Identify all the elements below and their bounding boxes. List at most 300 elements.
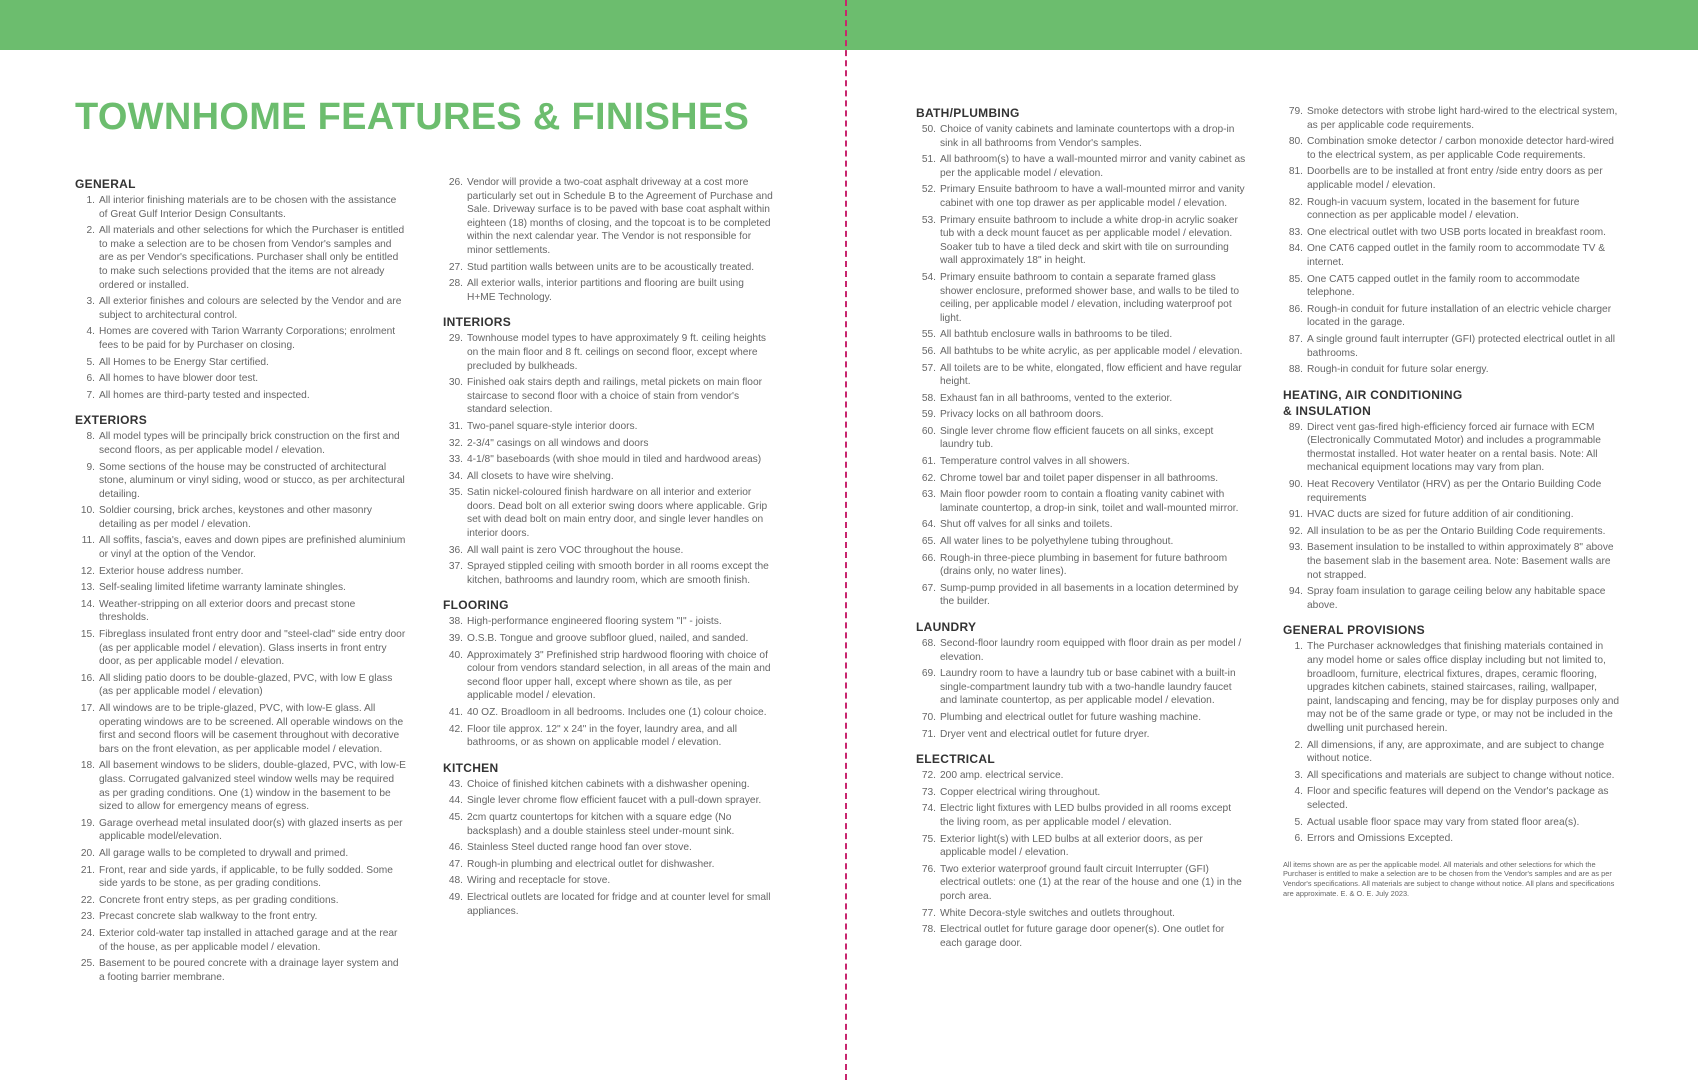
feature-number: 27.: [448, 261, 463, 273]
feature-item: [916, 863, 1248, 904]
feature-number: 43.: [448, 778, 463, 790]
feature-list: [75, 194, 407, 402]
feature-number: 6.: [86, 373, 95, 385]
feature-text: Spray foam insulation to garage ceiling below any habitable space above.: [1307, 586, 1606, 611]
feature-number: 64.: [921, 519, 936, 531]
feature-number: 9.: [86, 461, 95, 473]
feature-item: [916, 833, 1248, 860]
feature-text: Soldier coursing, brick arches, keystones and other masonry detailing as per model / elevation.: [99, 505, 372, 530]
feature-item: [916, 153, 1248, 180]
feature-number: 21.: [80, 864, 95, 876]
feature-item: [1283, 165, 1621, 192]
feature-number: 48.: [448, 875, 463, 887]
feature-number: 54.: [921, 271, 936, 283]
feature-number: 26.: [448, 177, 463, 188]
feature-list: [443, 778, 775, 918]
feature-item: [916, 711, 1248, 725]
feature-text: All bathtub enclosure walls in bathrooms to be tiled.: [940, 329, 1173, 341]
feature-number: 31.: [448, 420, 463, 432]
feature-number: 38.: [448, 616, 463, 628]
section-heading: INTERIORS: [443, 315, 512, 330]
feature-item: [916, 328, 1248, 342]
feature-number: 71.: [921, 728, 936, 740]
feature-item: [443, 544, 775, 558]
feature-text: Floor and specific features will depend on the Vendor's package as selected.: [1307, 786, 1609, 811]
feature-item: [1283, 333, 1621, 360]
feature-item: [75, 504, 407, 531]
feature-list: [916, 123, 1248, 609]
feature-text: All exterior finishes and colours are selected by the Vendor and are subject to architectural control.: [99, 296, 402, 321]
feature-list: [75, 430, 407, 984]
feature-item: [443, 615, 775, 629]
feature-text: Precast concrete slab walkway to the front entry.: [99, 911, 318, 923]
feature-number: 12.: [80, 565, 95, 577]
feature-number: 4.: [86, 326, 95, 338]
feature-text: Exterior house address number.: [99, 565, 244, 577]
feature-item: [1283, 105, 1621, 132]
feature-item: [916, 923, 1248, 950]
feature-text: All specifications and materials are subject to change without notice.: [1307, 769, 1615, 781]
feature-item: [443, 470, 775, 484]
feature-text: Two-panel square-style interior doors.: [467, 420, 638, 432]
feature-number: 92.: [1288, 525, 1303, 537]
feature-number: 37.: [448, 561, 463, 573]
feature-number: 74.: [921, 803, 936, 815]
feature-number: 61.: [921, 456, 936, 468]
feature-item: [443, 277, 775, 304]
feature-item: [75, 461, 407, 502]
feature-text: O.S.B. Tongue and groove subfloor glued, nailed, and sanded.: [467, 633, 749, 645]
feature-item: [443, 891, 775, 918]
feature-item: [916, 488, 1248, 515]
feature-number: 57.: [921, 362, 936, 374]
feature-number: 47.: [448, 858, 463, 870]
feature-item: [1283, 525, 1621, 539]
column-4: [1283, 105, 1621, 898]
feature-item: [443, 376, 775, 417]
section-continued: [1283, 105, 1621, 377]
section-heading: HEATING, AIR CONDITIONING & INSULATION: [1283, 387, 1463, 418]
feature-item: [75, 628, 407, 669]
section-heading: GENERAL: [75, 177, 136, 191]
feature-number: 93.: [1288, 542, 1303, 554]
feature-list: [443, 615, 775, 749]
feature-number: 52.: [921, 184, 936, 196]
feature-text: Stainless Steel ducted range hood fan over stove.: [467, 842, 692, 854]
feature-number: 17.: [80, 703, 95, 714]
section-general: [75, 176, 407, 402]
feature-text: Copper electrical wiring throughout.: [940, 786, 1101, 798]
section-bath-plumbing: [916, 105, 1248, 609]
feature-item: [916, 667, 1248, 708]
feature-item: [1283, 585, 1621, 612]
feature-item: [75, 894, 407, 908]
feature-item: [75, 224, 407, 292]
feature-text: Finished oak stairs depth and railings, metal pickets on main floor staircase to second floor with a choice of stain from vendor's standard selection.: [467, 377, 763, 416]
feature-text: Two exterior waterproof ground fault circuit Interrupter (GFI) electrical outlets: one (1) at the rear of the house and one (1) in the porch area.: [940, 863, 1242, 902]
feature-number: 46.: [448, 842, 463, 854]
feature-text: All homes to have blower door test.: [99, 373, 259, 385]
feature-number: 2.: [86, 225, 95, 237]
feature-number: 3.: [86, 296, 95, 308]
feature-number: 1.: [86, 195, 95, 206]
feature-number: 63.: [921, 489, 936, 501]
feature-number: 50.: [921, 124, 936, 135]
feature-number: 83.: [1288, 226, 1303, 238]
feature-text: Electrical outlet for future garage door opener(s). One outlet for each garage door.: [940, 924, 1225, 949]
section-kitchen: [443, 760, 775, 918]
column-4-sections: [1283, 105, 1621, 846]
feature-number: 59.: [921, 409, 936, 421]
feature-number: 94.: [1288, 586, 1303, 598]
feature-number: 5.: [1294, 816, 1303, 828]
feature-text: Homes are covered with Tarion Warranty Corporations; enrolment fees to be paid for by Purchaser on closing.: [99, 326, 396, 351]
feature-number: 28.: [448, 278, 463, 290]
feature-number: 49.: [448, 891, 463, 903]
feature-number: 51.: [921, 154, 936, 166]
feature-number: 20.: [80, 847, 95, 859]
section-heading: GENERAL PROVISIONS: [1283, 623, 1425, 638]
feature-number: 68.: [921, 638, 936, 649]
feature-text: All bathtubs to be white acrylic, as per applicable model / elevation.: [940, 345, 1243, 357]
feature-item: [1283, 196, 1621, 223]
feature-text: White Decora-style switches and outlets throughout.: [940, 907, 1175, 919]
feature-item: [916, 582, 1248, 609]
feature-item: [916, 455, 1248, 469]
feature-text: High-performance engineered flooring system "I" - joists.: [467, 616, 722, 628]
feature-number: 29.: [448, 333, 463, 345]
feature-item: [1283, 785, 1621, 812]
feature-text: Doorbells are to be installed at front entry /side entry doors as per applicable model / elevation.: [1307, 166, 1603, 191]
feature-number: 14.: [80, 598, 95, 610]
feature-number: 76.: [921, 863, 936, 875]
feature-number: 3.: [1294, 769, 1303, 781]
feature-text: Rough-in plumbing and electrical outlet for dishwasher.: [467, 858, 715, 870]
feature-item: [916, 214, 1248, 268]
feature-text: Front, rear and side yards, if applicable, to be fully sodded. Some side yards to be stone, as per grading conditions.: [99, 864, 393, 890]
feature-text: Exterior cold-water tap installed in attached garage and at the rear of the house, as per applicable model / elevation.: [99, 927, 398, 953]
feature-text: One CAT5 capped outlet in the family room to accommodate telephone.: [1307, 273, 1580, 299]
feature-item: [916, 769, 1248, 783]
feature-list: [1283, 105, 1621, 377]
feature-number: 6.: [1294, 833, 1303, 845]
section-continued: [443, 176, 775, 304]
feature-text: 40 OZ. Broadloom in all bedrooms. Includes one (1) colour choice.: [467, 707, 767, 718]
feature-text: Main floor powder room to contain a floating vanity cabinet with laminate countertop, a drop-in sink, toilet and wall-mounted mirror.: [940, 489, 1239, 514]
feature-text: All soffits, fascia's, eaves and down pipes are prefinished aluminium or vinyl at the option of the Vendor.: [99, 535, 406, 561]
feature-number: 82.: [1288, 196, 1303, 208]
feature-number: 10.: [80, 505, 95, 517]
feature-number: 19.: [80, 817, 95, 829]
feature-number: 73.: [921, 786, 936, 798]
feature-item: [916, 802, 1248, 829]
feature-number: 15.: [80, 629, 95, 641]
feature-number: 67.: [921, 582, 936, 594]
feature-item: [1283, 242, 1621, 269]
feature-text: Laundry room to have a laundry tub or base cabinet with a built-in single-compartment laundry tub with a two-handle laundry faucet and laminate countertop, as per applicable model / elevation.: [940, 668, 1236, 707]
feature-text: Rough-in conduit for future solar energy.: [1307, 364, 1489, 376]
feature-number: 40.: [448, 649, 463, 661]
feature-text: Plumbing and electrical outlet for future washing machine.: [940, 711, 1202, 723]
feature-text: All insulation to be as per the Ontario Building Code requirements.: [1307, 525, 1606, 537]
feature-text: All basement windows to be sliders, double-glazed, PVC, with low-E glass. Corrugated galvanized steel window wells may be required as per grading conditions. One (1) window in the basement to be sized to allow for emergency means of egress.: [99, 760, 406, 813]
feature-item: [1283, 226, 1621, 240]
feature-text: All water lines to be polyethylene tubing throughout.: [940, 536, 1174, 548]
feature-number: 78.: [921, 924, 936, 936]
feature-item: [75, 389, 407, 403]
feature-item: [1283, 421, 1621, 475]
feature-text: All toilets are to be white, elongated, flow efficient and have regular height.: [940, 362, 1242, 388]
section-heading: LAUNDRY: [916, 620, 977, 634]
feature-item: [75, 372, 407, 386]
feature-text: All Homes to be Energy Star certified.: [99, 356, 269, 368]
feature-text: Approximately 3" Prefinished strip hardwood flooring with choice of colour from vendors standard selection, in all areas of the main and second floor upper hall, except where shown as tile, as per applicable model / elevation.: [467, 649, 771, 702]
feature-item: [916, 786, 1248, 800]
feature-item: [75, 847, 407, 861]
feature-item: [75, 194, 407, 221]
feature-text: All interior finishing materials are to be chosen with the assistance of Great Gulf Interior Design Consultants.: [99, 195, 397, 220]
feature-number: 4.: [1294, 786, 1303, 798]
feature-item: [1283, 541, 1621, 582]
column-1: [75, 176, 407, 994]
feature-text: Basement to be poured concrete with a drainage layer system and a footing barrier membrane.: [99, 958, 399, 983]
feature-item: [75, 325, 407, 352]
section-heading: FLOORING: [443, 598, 509, 613]
feature-number: 24.: [80, 927, 95, 939]
feature-item: [443, 560, 775, 587]
feature-number: 88.: [1288, 364, 1303, 376]
feature-item: [75, 598, 407, 625]
feature-number: 44.: [448, 795, 463, 807]
feature-text: Weather-stripping on all exterior doors and precast stone thresholds.: [99, 598, 356, 624]
feature-number: 32.: [448, 437, 463, 449]
feature-item: [916, 518, 1248, 532]
feature-list: [443, 176, 775, 304]
feature-item: [916, 392, 1248, 406]
section-heading: EXTERIORS: [75, 413, 148, 428]
feature-text: Errors and Omissions Excepted.: [1307, 833, 1454, 845]
feature-item: [1283, 508, 1621, 522]
feature-item: [443, 632, 775, 646]
feature-number: 75.: [921, 833, 936, 845]
section-heading: ELECTRICAL: [916, 752, 995, 767]
feature-item: [443, 176, 775, 258]
feature-text: Concrete front entry steps, as per grading conditions.: [99, 894, 339, 906]
feature-text: Electric light fixtures with LED bulbs provided in all rooms except the living room, as per applicable model / elevation.: [940, 803, 1232, 828]
feature-item: [916, 728, 1248, 742]
feature-text: All model types will be principally brick construction on the first and second floors, as per applicable model / elevation.: [99, 431, 400, 456]
feature-item: [916, 408, 1248, 422]
feature-text: Primary ensuite bathroom to contain a separate framed glass shower enclosure, preformed shower base, and walls to be tiled to ceiling, per applicable model / elevation, including waterproof pot light.: [940, 271, 1239, 324]
feature-number: 36.: [448, 544, 463, 556]
section-exteriors: [75, 412, 407, 984]
feature-item: [916, 183, 1248, 210]
feature-text: Single lever chrome flow efficient faucets on all sinks, except laundry tub.: [940, 425, 1214, 451]
feature-text: Shut off valves for all sinks and toilets.: [940, 519, 1113, 531]
feature-item: [916, 271, 1248, 325]
feature-text: Direct vent gas-fired high-efficiency forced air furnace with ECM (Electronically Commutated Motor) and includes a programmable thermostat installed. Hot water heater on a rental basis. Note: All mechanical equipment locations may vary from plan.: [1307, 421, 1601, 474]
feature-text: HVAC ducts are sized for future addition of air conditioning.: [1307, 509, 1574, 521]
feature-text: All exterior walls, interior partitions and flooring are built using H+ME Technology.: [467, 278, 744, 303]
feature-text: Stud partition walls between units are to be acoustically treated.: [467, 261, 755, 273]
feature-number: 86.: [1288, 303, 1303, 315]
feature-text: Temperature control valves in all showers.: [940, 456, 1130, 468]
feature-item: [75, 356, 407, 370]
feature-text: Choice of vanity cabinets and laminate countertops with a drop-in sink in all bathrooms from Vendor's samples.: [940, 124, 1235, 149]
feature-item: [75, 295, 407, 322]
section-flooring: [443, 597, 775, 749]
feature-text: Dryer vent and electrical outlet for future dryer.: [940, 728, 1150, 740]
feature-text: Fibreglass insulated front entry door and "steel-clad" side entry door (as per applicable model / elevation). Glass inserts in front entry door, as per applicable model / elevation.: [99, 629, 406, 668]
feature-number: 33.: [448, 454, 463, 466]
feature-text: Townhouse model types to have approximately 9 ft. ceiling heights on the main floor and 8 ft. ceilings on second floor, except where precluded by bulkheads.: [467, 333, 767, 372]
feature-number: 25.: [80, 958, 95, 970]
feature-number: 87.: [1288, 333, 1303, 345]
feature-list: [1283, 421, 1621, 613]
feature-text: Basement insulation to be installed to within approximately 8" above the basement slab in the basement area. Note: Basement walls are not strapped.: [1307, 542, 1614, 581]
feature-number: 23.: [80, 911, 95, 923]
feature-number: 62.: [921, 472, 936, 484]
feature-item: [916, 552, 1248, 579]
feature-text: Chrome towel bar and toilet paper dispenser in all bathrooms.: [940, 472, 1219, 484]
feature-text: Privacy locks on all bathroom doors.: [940, 409, 1104, 421]
feature-text: Floor tile approx. 12" x 24" in the foyer, laundry area, and all bathrooms, or as shown on applicable model / elevation.: [467, 723, 737, 749]
feature-text: Sump-pump provided in all basements in a location determined by the builder.: [940, 582, 1239, 608]
feature-text: Wiring and receptacle for stove.: [467, 875, 611, 887]
feature-text: All materials and other selections for which the Purchaser is entitled to make a selection are to be chosen from Vendor's samples and are as per Vendor's specifications. Purchaser shall only be entitled to make such selections provided that the items are not already ordered or installed.: [99, 225, 405, 291]
feature-text: Heat Recovery Ventilator (HRV) as per the Ontario Building Code requirements: [1307, 479, 1602, 504]
feature-number: 34.: [448, 470, 463, 482]
column-2: [443, 176, 775, 928]
feature-number: 16.: [80, 672, 95, 684]
feature-text: All closets to have wire shelving.: [467, 470, 614, 482]
feature-item: [1283, 303, 1621, 330]
feature-text: A single ground fault interrupter (GFI) protected electrical outlet in all bathrooms.: [1307, 333, 1616, 359]
feature-item: [443, 437, 775, 451]
feature-list: [916, 637, 1248, 741]
feature-item: [75, 534, 407, 561]
feature-item: [443, 778, 775, 792]
feature-item: [75, 864, 407, 891]
feature-text: All wall paint is zero VOC throughout the house.: [467, 544, 684, 556]
feature-text: Electrical outlets are located for fridge and at counter level for small appliances.: [467, 891, 771, 917]
feature-item: [75, 910, 407, 924]
page-fold-divider: [845, 0, 847, 1080]
feature-item: [443, 858, 775, 872]
feature-text: Single lever chrome flow efficient faucet with a pull-down sprayer.: [467, 795, 762, 807]
feature-text: Actual usable floor space may vary from stated floor area(s).: [1307, 816, 1580, 828]
feature-number: 70.: [921, 711, 936, 723]
feature-item: [1283, 640, 1621, 735]
feature-number: 1.: [1294, 641, 1303, 653]
feature-item: [443, 874, 775, 888]
feature-text: Exhaust fan in all bathrooms, vented to the exterior.: [940, 392, 1173, 404]
feature-number: 56.: [921, 345, 936, 357]
feature-number: 77.: [921, 907, 936, 919]
feature-item: [443, 841, 775, 855]
feature-text: Vendor will provide a two-coat asphalt driveway at a cost more particularly set out in Schedule B to the Agreement of Purchase and Sale. Driveway surface is to be paved with base coat asphalt within eighteen (18) months of closing, and the topcoat is to be completed within the next calendar year. The Vendor is not responsible for minor settlements.: [467, 177, 773, 256]
feature-number: 90.: [1288, 479, 1303, 491]
feature-text: 4-1/8" baseboards (with shoe mould in tiled and hardwood areas): [467, 454, 762, 466]
feature-text: Some sections of the house may be constructed of architectural stone, aluminum or vinyl siding, wood or stucco, as per architectural detailing.: [99, 461, 405, 500]
feature-text: 2-3/4" casings on all windows and doors: [467, 437, 649, 449]
section-electrical: [916, 751, 1248, 950]
feature-item: [916, 472, 1248, 486]
feature-item: [443, 486, 775, 540]
feature-number: 11.: [81, 535, 95, 547]
column-3: [916, 105, 1248, 960]
feature-text: Primary Ensuite bathroom to have a wall-mounted mirror and vanity cabinet with one top drawer as per applicable model / elevation.: [940, 184, 1245, 209]
feature-item: [916, 362, 1248, 389]
feature-number: 80.: [1288, 136, 1303, 148]
feature-text: All homes are third-party tested and inspected.: [99, 389, 310, 401]
feature-item: [916, 425, 1248, 452]
feature-number: 41.: [448, 707, 463, 718]
feature-number: 13.: [80, 582, 95, 594]
feature-text: Rough-in three-piece plumbing in basement for future bathroom (drains only, no water lines).: [940, 552, 1228, 578]
feature-list: [1283, 640, 1621, 845]
feature-number: 65.: [921, 536, 936, 548]
feature-item: [75, 565, 407, 579]
feature-number: 58.: [921, 392, 936, 404]
feature-item: [1283, 478, 1621, 505]
feature-text: One electrical outlet with two USB ports located in breakfast room.: [1307, 226, 1606, 238]
feature-text: All sliding patio doors to be double-glazed, PVC, with low E glass (as per applicable model / elevation): [99, 672, 393, 698]
section-laundry: [916, 619, 1248, 741]
feature-list: [443, 332, 775, 587]
feature-item: [916, 535, 1248, 549]
top-color-band: [0, 0, 1698, 50]
page-title: TOWNHOME FEATURES & FINISHES: [75, 96, 750, 138]
feature-text: Primary ensuite bathroom to include a white drop-in acrylic soaker tub with a deck mount faucet as per applicable model / elevation. Soaker tub to have a tiled deck and skirt with tile on surrounding wall approximately 18" in height.: [940, 214, 1238, 267]
feature-text: Second-floor laundry room equipped with floor drain as per model / elevation.: [940, 638, 1242, 663]
section-general-provisions: [1283, 622, 1621, 845]
section-interiors: [443, 314, 775, 587]
feature-item: [443, 723, 775, 750]
feature-text: The Purchaser acknowledges that finishing materials contained in any model home or sales office display including but not limited to, broadloom, furniture, electrical fixtures, drapes, ceramic flooring, upgrades kitchen cabinets, stained staircases, railing, wallpaper, paint, landscaping and fencing, may be for display purposes only and may not be of the same grade or type, or may not be included in the dwelling unit purchased herein.: [1307, 641, 1620, 734]
feature-text: Garage overhead metal insulated door(s) with glazed inserts as per applicable model/elevation.: [99, 817, 403, 843]
feature-text: Rough-in conduit for future installation of an electric vehicle charger located in the garage.: [1307, 303, 1612, 329]
feature-number: 30.: [448, 377, 463, 389]
feature-text: All bathroom(s) to have a wall-mounted mirror and vanity cabinet as per the applicable model / elevation.: [940, 154, 1246, 179]
feature-item: [1283, 769, 1621, 783]
feature-text: Satin nickel-coloured finish hardware on all interior and exterior doors. Dead bolt on all exterior swing doors where applicable. Grip set with dead bolt on main entry door, and single lever handles on interior doors.: [467, 487, 768, 540]
feature-text: Self-sealing limited lifetime warranty laminate shingles.: [99, 582, 346, 594]
feature-item: [443, 794, 775, 808]
feature-number: 55.: [921, 329, 936, 341]
feature-text: Choice of finished kitchen cabinets with a dishwasher opening.: [467, 778, 750, 790]
feature-number: 5.: [86, 356, 95, 368]
feature-item: [443, 453, 775, 467]
feature-text: Combination smoke detector / carbon monoxide detector hard-wired to the electrical system, as per applicable Code requirements.: [1307, 136, 1614, 161]
feature-item: [75, 672, 407, 699]
feature-number: 35.: [448, 487, 463, 499]
feature-number: 81.: [1288, 166, 1303, 178]
feature-number: 85.: [1288, 273, 1303, 285]
feature-number: 18.: [80, 760, 95, 772]
feature-number: 69.: [921, 668, 936, 680]
feature-item: [443, 706, 775, 720]
feature-number: 53.: [921, 214, 936, 226]
feature-item: [1283, 832, 1621, 846]
feature-text: 200 amp. electrical service.: [940, 770, 1064, 782]
feature-number: 66.: [921, 552, 936, 564]
feature-text: 2cm quartz countertops for kitchen with a square edge (No backsplash) and a double stainless steel under-mount sink.: [467, 811, 735, 837]
feature-number: 7.: [86, 389, 95, 401]
feature-item: [443, 261, 775, 275]
section-heading: KITCHEN: [443, 760, 499, 775]
feature-text: All windows are to be triple-glazed, PVC, with low-E glass. All operating windows are to be screened. All operable windows on the first and second floors will be casement throughout with decorative bars on the front elevation, as per applicable model / elevation.: [99, 703, 404, 755]
